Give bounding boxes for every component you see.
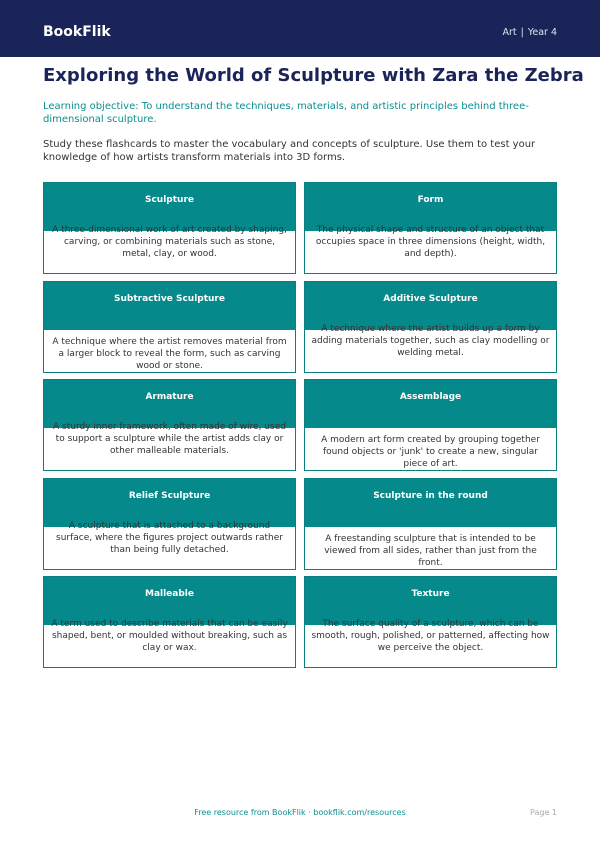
flashcard-additive-sculpture[interactable] bbox=[304, 281, 557, 373]
flashcard-texture[interactable] bbox=[304, 576, 557, 668]
flashcard-definition: A sculpture that is attached to a background surface, where the figures project outwards rather than being fully detached. bbox=[56, 521, 283, 555]
flashcard-definition: A three-dimensional work of art created by shaping, carving, or combining materials such as stone, metal, clay, or wood. bbox=[52, 225, 287, 259]
learning-objective: Learning objective: To understand the techniques, materials, and artistic principles behind three-dimensional sculpture. bbox=[43, 101, 529, 125]
flashcard-header bbox=[305, 479, 556, 527]
meta-separator: | bbox=[520, 27, 524, 38]
flashcard-term: Additive Sculpture bbox=[383, 294, 478, 304]
flashcard-term: Armature bbox=[145, 392, 194, 402]
flashcard-definition: A modern art form created by grouping together found objects or 'junk' to create a new, singular piece of art. bbox=[321, 435, 540, 469]
intro-text: Study these flashcards to master the vocabulary and concepts of sculpture. Use them to test your knowledge of how artists transform materials into 3D forms. bbox=[43, 139, 536, 163]
flashcard-malleable[interactable] bbox=[43, 576, 296, 668]
flashcard-term: Form bbox=[417, 195, 444, 205]
flashcard-term: Subtractive Sculpture bbox=[114, 294, 225, 304]
flashcard-armature[interactable] bbox=[43, 379, 296, 471]
flashcard-definition: A term used to describe materials that can be easily shaped, bent, or moulded without breaking, such as clay or wax. bbox=[51, 619, 288, 653]
flashcard-term: Assemblage bbox=[399, 392, 462, 402]
flashcard-definition: The surface quality of a sculpture, which can be smooth, rough, polished, or patterned, affecting how we perceive the object. bbox=[311, 619, 550, 653]
flashcard-term: Texture bbox=[411, 589, 450, 599]
brand-logo[interactable]: BookFlik bbox=[43, 24, 111, 40]
footer-resource-link[interactable]: Free resource from BookFlik · bookflik.com/resources bbox=[194, 808, 406, 817]
flashcard-form[interactable] bbox=[304, 182, 557, 274]
flashcard-sculpture-in-the-round[interactable] bbox=[304, 478, 557, 570]
flashcard-definition: A technique where the artist removes material from a larger block to reveal the form, such as carving wood or stone. bbox=[52, 337, 287, 371]
flashcard-definition: A technique where the artist builds up a form by adding materials together, such as clay modelling or welding metal. bbox=[311, 324, 550, 358]
page-number: Page 1 bbox=[530, 808, 557, 817]
flashcard-term: Sculpture in the round bbox=[373, 491, 488, 501]
flashcard-term: Sculpture bbox=[144, 195, 194, 205]
flashcard-header bbox=[305, 380, 556, 428]
flashcard-sculpture[interactable] bbox=[43, 182, 296, 274]
flashcard-definition: A freestanding sculpture that is intended to be viewed from all sides, rather than just from the front. bbox=[324, 534, 537, 568]
page-title: Exploring the World of Sculpture with Zara the Zebra bbox=[43, 65, 584, 86]
flashcard-relief-sculpture[interactable] bbox=[43, 478, 296, 570]
flashcard-term: Relief Sculpture bbox=[128, 491, 211, 501]
flashcard-definition: A sturdy inner framework, often made of wire, used to support a sculpture while the artist adds clay or other malleable materials. bbox=[53, 422, 286, 456]
year-label: Year 4 bbox=[527, 27, 557, 38]
flashcard-term: Malleable bbox=[144, 589, 194, 599]
subject-year-label bbox=[502, 27, 557, 39]
flashcard-definition: The physical shape and structure of an object that occupies space in three dimensions (height, width, and depth). bbox=[315, 225, 546, 259]
subject-label: Art bbox=[502, 27, 517, 38]
flashcard-subtractive-sculpture[interactable] bbox=[43, 281, 296, 373]
flashcard-header bbox=[44, 282, 295, 330]
top-banner bbox=[0, 0, 600, 57]
flashcard-assemblage[interactable] bbox=[304, 379, 557, 471]
